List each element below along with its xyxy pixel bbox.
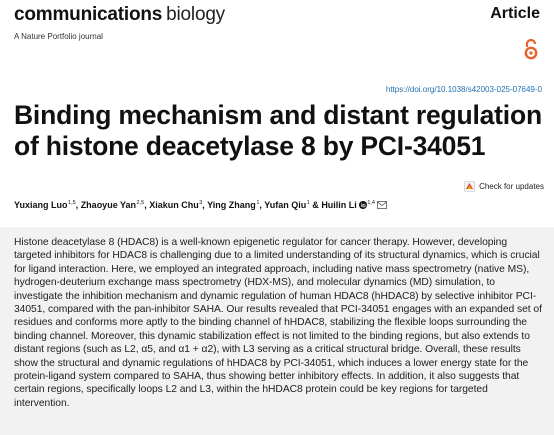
check-updates-label: Check for updates	[479, 182, 544, 191]
email-icon[interactable]	[377, 201, 387, 209]
article-title: Binding mechanism and distant regulation of histone deacetylase 8 by PCI-34051	[14, 100, 542, 161]
author-name[interactable]: Xiakun Chu	[149, 200, 199, 210]
author-list: Yuxiang Luo$^{1,5}$, Zhaoyue Yan$^{2,5}$, Xiakun Chu$^3$, Ying Zhang$^1$, Yufan Qiu$^1$ & Huilin Li $^{1,4}$	[14, 200, 387, 210]
author-name[interactable]: Yufan Qiu	[264, 200, 307, 210]
author-affiliation: 2,5	[136, 200, 145, 206]
orcid-icon[interactable]	[359, 201, 367, 209]
journal-subline: A Nature Portfolio journal	[14, 32, 103, 41]
author-name[interactable]: Ying Zhang	[207, 200, 256, 210]
article-type-label: Article	[490, 5, 540, 22]
journal-brand-light: biology	[166, 4, 225, 25]
doi-link[interactable]: https://doi.org/10.1038/s42003-025-07649-0	[385, 85, 542, 94]
author-affiliation: 1	[306, 200, 310, 206]
author-name[interactable]: Yuxiang Luo	[14, 200, 68, 210]
author-affiliation: 1,4	[367, 200, 375, 206]
author-affiliation: 1	[256, 200, 260, 206]
journal-brand[interactable]	[14, 4, 225, 26]
check-for-updates-button[interactable]	[464, 181, 544, 192]
abstract-text: Histone deacetylase 8 (HDAC8) is a well-known epigenetic regulator for cancer therapy. However, developing targeted inhibitors for HDAC8 is challenging due to a limited understanding of its structural dynamics, which is crucial for ligand interaction. Here, we employed an integrated approach, including native mass spectrometry (native MS), hydrogen-deuterium exchange mass spectrometry (HDX-MS), and molecular dynamics (MD) simulation, to investigate the inhibition mechanism and dynamic regulation of human HDAC8 (hHDAC8) by selective inhibitor PCI-34051, compared with the pan-inhibitor SAHA. Our results revealed that PCI-34051 engages with an expanded set of residues and conforms more aptly to the binding channel of hHDAC8, stabilizing the flexible loops surrounding the binding channel. Moreover, this dynamic stabilization effect is not limited to the binding regions, but also extends to distant regions (such as L2, α5, and α1 + α2), with L3 serving as a critical structural bridge. Overall, these results show the structural and dynamic regulations of hHDAC8 by PCI-34051, which induces a lower energy state for the protein-ligand system compared to SAHA, thus showing better inhibitory effects. In addition, it also suggests that certain regions, specifically loops L2 and L3, within the hHDAC8 protein could be key regions for targeted intervention.	[14, 237, 542, 409]
author-affiliation: 1,5	[68, 200, 76, 206]
author-affiliation: 3	[199, 200, 203, 206]
check-updates-icon	[464, 181, 475, 192]
journal-brand-bold: communications	[14, 4, 163, 25]
open-access-icon	[523, 38, 539, 60]
author-name[interactable]: Zhaoyue Yan	[80, 200, 137, 210]
author-name[interactable]: Huilin Li	[321, 200, 357, 210]
